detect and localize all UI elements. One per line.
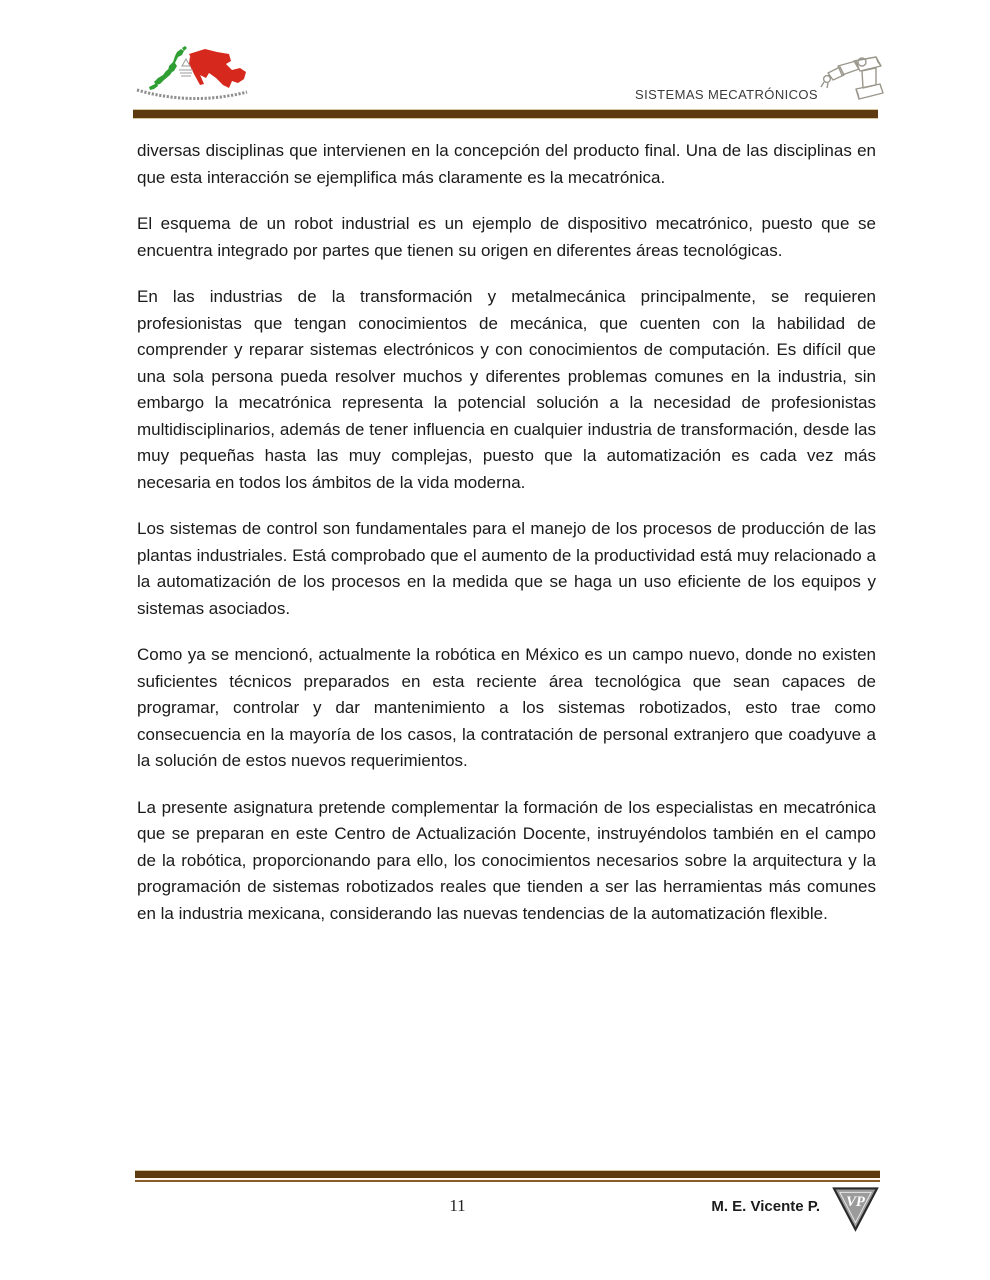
page-number: 11 [449, 1196, 466, 1215]
paragraph: El esquema de un robot industrial es un ejemplo de dispositivo mecatrónico, puesto que se encuentra integrado por partes que tienen su origen en diferentes áreas tecnológicas. [137, 214, 876, 260]
robot-arm-icon [818, 49, 886, 107]
mexico-japan-logo-icon [133, 44, 251, 110]
footer-author: M. E. Vicente P. [711, 1198, 820, 1215]
logo-arc-text [137, 90, 247, 99]
page-header-title: SISTEMAS MECATRÓNICOS [635, 87, 818, 102]
paragraph: La presente asignatura pretende complementar la formación de los especialistas en mecatrónica que se preparan en este Centro de Actualización Docente, instruyéndolos también en el campo de la robótica, proporcionando para ello, los conocimientos necesarios sobre la arquitectura y la programación de sistemas robotizados reales que tienden a ser las herramientas más comunes en la industria mexicana, considerando las nuevas tendencias de la automatización flexible. [137, 797, 876, 923]
document-body [137, 138, 876, 947]
header-rule [133, 109, 878, 119]
vp-triangle-logo-icon [832, 1184, 879, 1232]
paragraph: En las industrias de la transformación y metalmecánica principalmente, se requieren profesionistas que tengan conocimientos de mecánica, que cuenten con la habilidad de comprender y reparar sistemas electrónicos y con conocimientos de computación. Es difícil que una sola persona pueda resolver muchos y diferentes problemas comunes en la industria, sin embargo la mecatrónica representa la potencial solución a la necesidad de profesionistas multidisciplinarios, además de tener influencia en cualquier industria de transformación, desde las muy pequeñas hasta las muy complejas, puesto que la automatización es cada vez más necesaria en todos los ámbitos de la vida moderna. [137, 287, 876, 492]
footer-rule [135, 1170, 880, 1182]
vp-logo-initials: VP [846, 1194, 865, 1211]
paragraph: Los sistemas de control son fundamentales para el manejo de los procesos de producción de las plantas industriales. Está comprobado que el aumento de la productividad está muy relacionado a la automatización de los procesos en la medida que se haga un uso eficiente de los equipos y sistemas asociados. [137, 519, 876, 618]
paragraph: Como ya se mencionó, actualmente la robótica en México es un campo nuevo, donde no existen suficientes técnicos preparados en esta reciente área tecnológica que sean capaces de programar, controlar y dar mantenimiento a los sistemas robotizados, esto trae como consecuencia en la mayoría de los casos, la contratación de personal extranjero que coadyuve a la solución de estos nuevos requerimientos. [137, 645, 876, 770]
paragraph: diversas disciplinas que intervienen en la concepción del producto final. Una de las disciplinas en que esta interacción se ejemplifica más claramente es la mecatrónica. [137, 141, 876, 187]
